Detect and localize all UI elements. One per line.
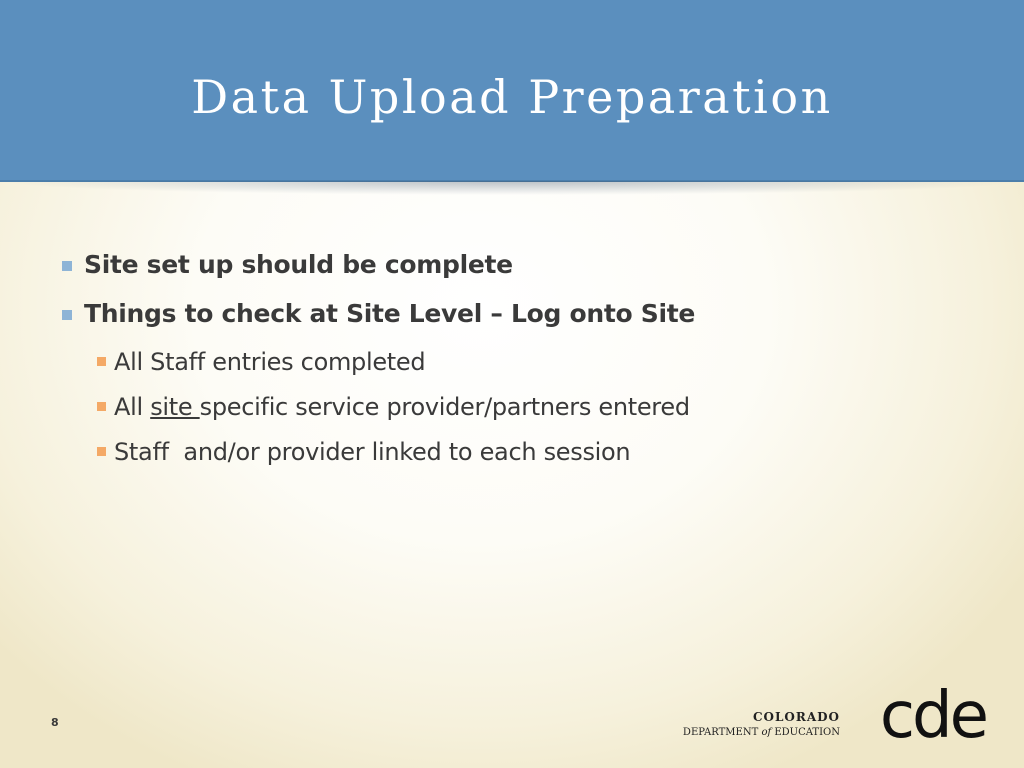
bullet-text: Things to check at Site Level – Log onto Site	[84, 299, 696, 328]
page-number: 8	[51, 716, 59, 729]
slide-body	[60, 250, 960, 483]
square-bullet-icon	[97, 357, 106, 366]
logo-dept-part: DEPARTMENT	[682, 727, 762, 738]
bullet-text: Site set up should be complete	[84, 250, 513, 279]
square-bullet-icon	[62, 261, 72, 271]
sub-bullet-item	[60, 438, 960, 483]
logo-dept-part: EDUCATION	[771, 727, 840, 738]
square-bullet-icon	[97, 447, 106, 456]
sub-bullet-text-suffix: specific service provider/partners entered	[199, 393, 690, 421]
bullet-item	[60, 250, 960, 299]
square-bullet-icon	[97, 402, 106, 411]
cde-logo-mark: cde	[879, 679, 986, 753]
underlined-word: site	[150, 393, 200, 421]
sub-bullet-text-prefix: All	[114, 393, 151, 421]
title-banner	[0, 0, 1024, 182]
sub-bullet-item	[60, 348, 960, 393]
bullet-item	[60, 299, 960, 348]
sub-bullet-text: Staff and/or provider linked to each session	[114, 438, 631, 466]
slide-title: Data Upload Preparation	[191, 70, 833, 124]
logo-dept-of: of	[761, 727, 772, 738]
banner-shadow	[0, 181, 1024, 195]
logo-department-text	[683, 727, 840, 738]
square-bullet-icon	[62, 310, 72, 320]
cde-logo	[682, 679, 990, 753]
sub-bullet-item	[60, 393, 960, 438]
logo-colorado-text: COLORADO	[752, 710, 840, 724]
sub-bullet-text: All Staff entries completed	[114, 348, 426, 376]
